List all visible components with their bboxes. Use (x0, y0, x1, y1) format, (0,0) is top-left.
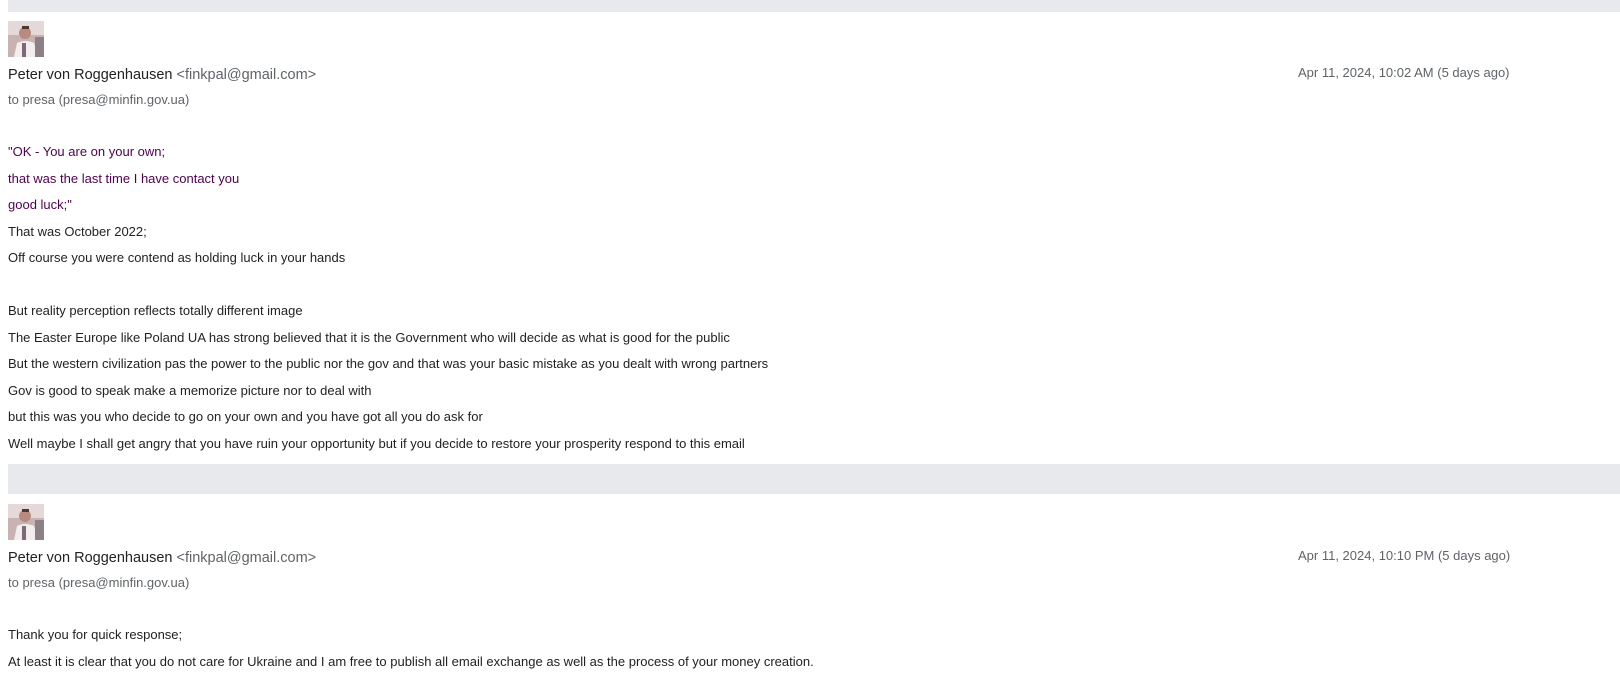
sender-line (8, 67, 316, 83)
recipient-line[interactable]: to presa (presa@minfin.gov.ua) (8, 575, 190, 590)
body-line: Off course you were contend as holding luck in your hands (8, 250, 346, 265)
sender-name[interactable]: Peter von Roggenhausen (8, 67, 173, 83)
avatar-photo-icon (8, 21, 44, 57)
recipient-line[interactable]: to presa (presa@minfin.gov.ua) (8, 92, 190, 107)
message-body (8, 139, 768, 457)
body-line: The Easter Europe like Poland UA has strong believed that it is the Government who will decide as what is good for the public (8, 329, 730, 345)
body-line: At least it is clear that you do not care for Ukraine and I am free to publish all email exchange as well as the process of your money creation. (8, 653, 814, 669)
body-line: But reality perception reflects totally different image (8, 303, 303, 318)
avatar-photo-icon (8, 504, 44, 540)
body-line: that was the last time I have contact you (8, 170, 240, 186)
body-line: But the western civilization pas the power to the public nor the gov and that was your basic mistake as you dealt with wrong partners (8, 356, 769, 371)
body-line: Gov is good to speak make a memorize picture nor to deal with (8, 382, 372, 398)
sender-avatar[interactable] (8, 504, 44, 540)
body-line: That was October 2022; (8, 223, 147, 239)
message-separator (8, 464, 1620, 494)
sender-email: <finkpal@gmail.com> (176, 67, 317, 83)
sender-name[interactable]: Peter von Roggenhausen (8, 550, 173, 566)
message-date: Apr 11, 2024, 10:10 PM (5 days ago) (1298, 548, 1511, 563)
sender-email: <finkpal@gmail.com> (176, 550, 317, 566)
email-message-2 (8, 504, 1511, 692)
body-line: Well maybe I shall get angry that you have ruin your opportunity but if you decide to restore your prosperity respond to this email (8, 435, 745, 451)
email-message-1 (8, 21, 1508, 451)
message-body (8, 622, 814, 675)
thread-top-divider (8, 0, 1620, 12)
sender-avatar[interactable] (8, 21, 44, 57)
body-line: but this was you who decide to go on your own and you have got all you do ask for (8, 409, 483, 424)
message-date: Apr 11, 2024, 10:02 AM (5 days ago) (1298, 65, 1510, 80)
sender-line (8, 550, 316, 566)
body-line: "OK - You are on your own; (8, 144, 166, 159)
body-line: Thank you for quick response; (8, 627, 183, 642)
body-blank-line (8, 272, 768, 299)
body-line: good luck;" (8, 197, 72, 212)
